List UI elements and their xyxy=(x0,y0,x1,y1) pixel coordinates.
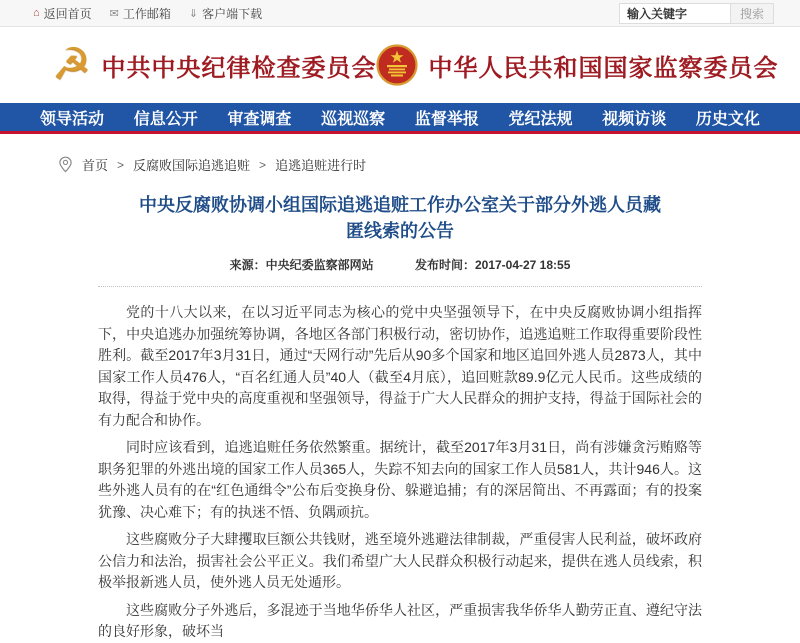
topbar-link-label: 返回首页 xyxy=(43,6,92,21)
article-publish-time: 发布时间：2017-04-27 18:55 xyxy=(414,258,571,272)
article-body xyxy=(98,302,702,643)
topbar-links xyxy=(33,5,262,22)
home-icon: ⌂ xyxy=(33,7,40,19)
search-input[interactable] xyxy=(619,3,731,24)
nav-item-supervision-report[interactable]: 监督举报 xyxy=(414,110,479,128)
nav-item-leadership[interactable]: 领导活动 xyxy=(40,110,105,128)
article-meta xyxy=(98,256,702,287)
article-paragraph: 这些腐败分子外逃后，多混迹于当地华侨华人社区，严重损害我华侨华人勤劳正直、遵纪守法的良好形象，破坏当 xyxy=(98,601,702,639)
article-paragraph: 同时应该看到，追逃追赃任务依然繁重。据统计，截至2017年3月31日，尚有涉嫌贪污贿赂等职务犯罪的外逃出境的国家工作人员365人，失踪不知去向的国家工作人员581人，共计946人。这些外逃人员有的在“红色通缉令”公布后变换身份、躲避追捕；有的深居简出、不再露面；有的投案犹豫、决心难下；有的执迷不悟、负隅顽抗。 xyxy=(98,439,702,520)
mail-icon: ✉ xyxy=(109,7,119,20)
main-content xyxy=(0,155,800,643)
topbar-link-mailbox[interactable] xyxy=(110,5,171,22)
article-source: 来源：中央纪委监察部网站 xyxy=(229,258,374,272)
article-paragraph: 党的十八大以来，在以习近平同志为核心的党中央坚强领导下，在中央反腐败协调小组指挥下，中央追逃办加强统筹协调，各地区各部门积极行动，密切协作，追逃追赃工作取得重要阶段性胜利。截至2017年3月31日，通过“天网行动”先后从90多个国家和地区追回外逃人员2873人，其中国家工作人员476人，“百名红通人员”40人（截至4月底），追回赃款89.9亿元人民币。这些成绩的取得，得益于党中央的高度重视和坚强领导，得益于广大人民群众的拥护支持，得益于国际社会的有力配合和协作。 xyxy=(98,304,702,428)
ccdi-brand-link[interactable] xyxy=(52,40,377,89)
breadcrumb-home[interactable]: 首页 xyxy=(82,158,109,173)
breadcrumb xyxy=(40,155,760,174)
breadcrumb-separator: > xyxy=(259,157,267,172)
nav-item-review-investigation[interactable]: 审查调查 xyxy=(227,110,292,128)
main-nav xyxy=(0,103,800,134)
search-button[interactable]: 搜索 xyxy=(731,3,774,24)
download-icon: ⇓ xyxy=(188,7,199,20)
article xyxy=(40,192,760,643)
nsc-brand-link[interactable] xyxy=(376,44,778,86)
national-emblem-icon xyxy=(376,44,418,86)
breadcrumb-current: 追逃追赃进行时 xyxy=(275,158,367,173)
ccdi-title: 中共中央纪律检查委员会 xyxy=(101,54,377,82)
topbar-link-home[interactable] xyxy=(33,5,92,22)
breadcrumb-section[interactable]: 反腐败国际追逃追赃 xyxy=(133,158,251,173)
search-box xyxy=(619,3,774,24)
article-title: 中央反腐败协调小组国际追逃追赃工作办公室关于部分外逃人员藏匿线索的公告 xyxy=(139,195,661,241)
party-emblem-icon: ☭ xyxy=(52,40,92,89)
nav-item-inspection[interactable]: 巡视巡察 xyxy=(321,110,386,128)
nav-item-party-regulations[interactable]: 党纪法规 xyxy=(508,110,573,128)
site-header xyxy=(0,27,800,103)
breadcrumb-separator: > xyxy=(117,157,125,172)
top-utility-bar xyxy=(0,0,800,27)
topbar-link-label: 工作邮箱 xyxy=(122,6,171,21)
nav-item-info-disclosure[interactable]: 信息公开 xyxy=(133,110,198,128)
nav-item-history-culture[interactable]: 历史文化 xyxy=(695,110,760,128)
nav-item-video-interview[interactable]: 视频访谈 xyxy=(602,110,667,128)
topbar-link-client-download[interactable] xyxy=(189,5,262,22)
topbar-link-label: 客户端下载 xyxy=(202,6,263,21)
article-paragraph: 这些腐败分子大肆攫取巨额公共钱财，逃至境外逃避法律制裁，严重侵害人民利益，破坏政府公信力和法治，损害社会公平正义。我们希望广大人民群众积极行动起来，提供在逃人员线索，积极举报新逃人员，使外逃人员无处遁形。 xyxy=(98,531,702,590)
nsc-title: 中华人民共和国国家监察委员会 xyxy=(428,54,779,82)
location-pin-icon xyxy=(58,156,73,173)
